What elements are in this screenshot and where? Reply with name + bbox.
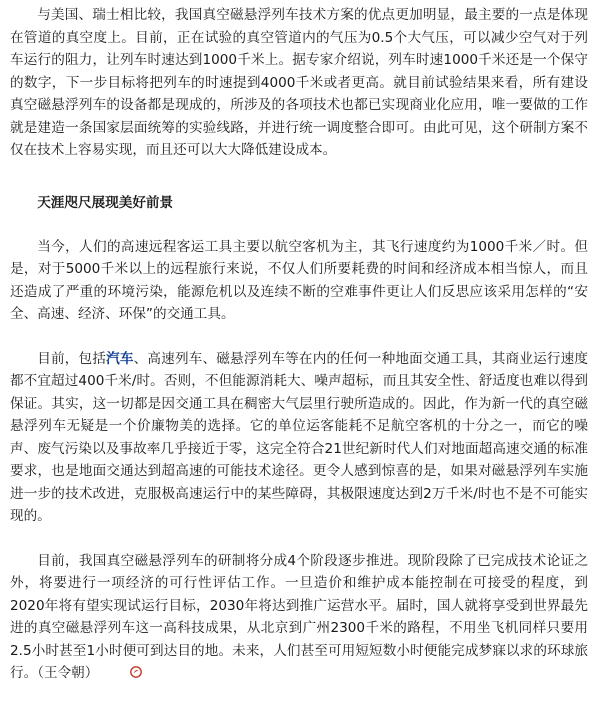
paragraph-2: 当今，人们的高速远程客运工具主要以航空客机为主，其飞行速度约为1000千米／时。但是，对于5000千米以上的远程旅行来说，不仅人们所要耗费的时间和经济成本相当惊人，而且还造成了严重的环境污染，能源危机以及连续不断的空难事件更让人们反思应该采用怎样的“安全、高速、经济、环保”的交通工具。 (10, 238, 588, 322)
paragraph-4-text: 目前，我国真空磁悬浮列车的研制将分成4个阶段逐步推进。现阶段除了已完成技术论证之外，将要进行一项经济的可行性评估工作。一旦造价和维护成本能控制在可接受的程度，到2020年将有望实现试运行目标，2030年将达到推广运营水平。届时，国人就将享受到世界最先进的真空磁悬浮列车这一高科技成果，从北京到广州2300千米的路程，不用坐飞机同样只要用2.5小时甚至1小时便可到达目的地。未来，人们甚至可用短短数小时便能完成梦寐以求的环球旅行。（王令朝） (10, 552, 588, 681)
keyword-link-automobile[interactable]: 汽车 (106, 350, 134, 367)
paragraph-4 (10, 550, 588, 685)
paragraph-3-body: 、高速列车、磁悬浮列车等在内的任何一种地面交通工具，其商业运行速度都不宜超过400千米/时。否则，不但能源消耗大、噪声超标，而且其安全性、舒适度也难以得到保证。其实，这一切都是因交通工具在稠密大气层里行驶所造成的。因此，作为新一代的真空磁悬浮列车无疑是一个价廉物美的选择。它的单位运客能耗不足航空客机的十分之一，而它的噪声、废气污染以及事故率几乎接近于零，这完全符合21世纪新时代人们对地面超高速交通的标准要求，也是地面交通达到超高速的可能技术途径。更令人感到惊喜的是，如果对磁悬浮列车实施进一步的技术改进，克服极高速运行中的某些障碍，其极限速度达到2万千米/时也不是不可能实现的。 (10, 350, 589, 524)
paragraph-3-lead: 目前，包括 (37, 350, 107, 367)
article-end-logo-icon (102, 663, 114, 675)
section-heading: 天涯咫尺展现美好前景 (37, 194, 174, 211)
paragraph-3 (10, 348, 588, 528)
paragraph-1: 与美国、瑞士相比较，我国真空磁悬浮列车技术方案的优点更加明显，最主要的一点是体现在管道的真空度上。目前，正在试验的真空管道内的气压为0.5个大气压，可以减少空气对于列车运行的阻力，让列车时速达到1000千米上。据专家介绍说，列车时速1000千米还是一个保守的数字，下一步目标将把列车的时速提到4000千米或者更高。就目前试验结果来看，所有建设真空磁悬浮列车的设备都是现成的，所涉及的各项技术也都已实现商业化应用，唯一要做的工作就是建造一条国家层面统筹的实验线路，并进行统一调度整合即可。由此可见，这个研制方案不仅在技术上容易实现，而且还可以大大降低建设成本。 (10, 7, 588, 158)
